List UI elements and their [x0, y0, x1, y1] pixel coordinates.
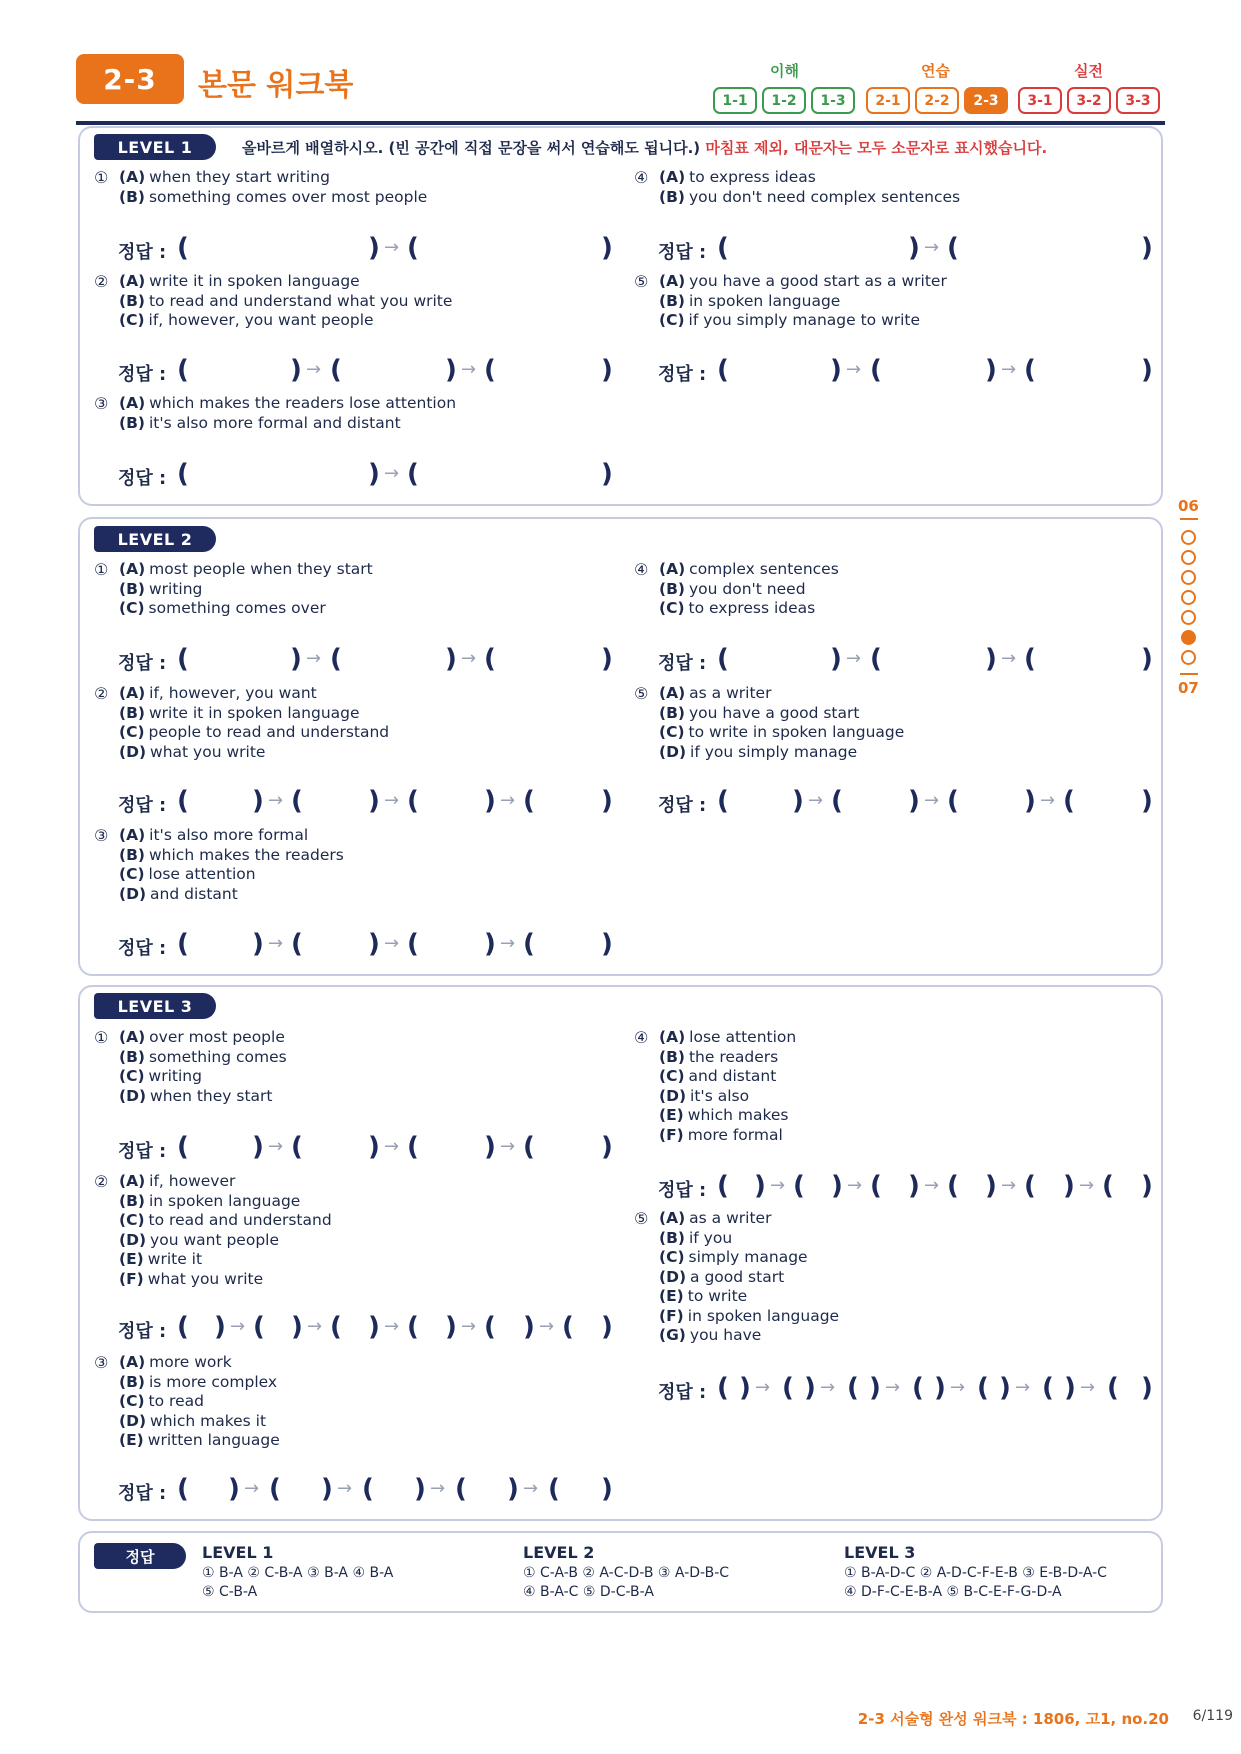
- l2-answer-5[interactable]: 정답 : ( ) → ( ) → ( ) → ( ): [658, 786, 1153, 816]
- stage-tab-1-1[interactable]: 1-1: [713, 87, 757, 114]
- option-e: (E) to write: [659, 1287, 748, 1305]
- l1-question-4: [634, 168, 960, 207]
- side-step-dot-current[interactable]: [1181, 630, 1196, 645]
- option-a: (A) it's also more formal: [119, 826, 309, 844]
- question-number: ②: [94, 684, 109, 703]
- l1-question-5: [634, 272, 947, 331]
- option-e: (E) write it: [119, 1250, 203, 1268]
- answer-key-level3-line1: ① B-A-D-C ② A-D-C-F-E-B ③ E-B-D-A-C: [844, 1565, 1107, 1581]
- stage-tab-2-1[interactable]: 2-1: [866, 87, 910, 114]
- option-d: (D) you want people: [119, 1230, 279, 1249]
- level2-badge: LEVEL 2: [94, 526, 216, 552]
- question-number: ②: [94, 1172, 109, 1191]
- side-page-bottom: 07: [1178, 679, 1199, 697]
- unit-badge: 2-3: [76, 54, 184, 104]
- option-b: (B) the readers: [659, 1047, 779, 1066]
- page-number: 6/119: [1192, 1708, 1233, 1724]
- option-d: (D) when they start: [119, 1086, 273, 1105]
- l2-question-2: [94, 684, 389, 762]
- l2-question-5: [634, 684, 904, 762]
- option-a: (A) over most people: [119, 1028, 285, 1046]
- answer-label: 정답 :: [118, 653, 167, 674]
- answer-label: 정답 :: [118, 1141, 167, 1162]
- answer-label: 정답 :: [118, 242, 167, 263]
- option-d: (D) and distant: [119, 884, 238, 903]
- l3-question-3: [94, 1353, 280, 1451]
- l1-question-3: [94, 394, 456, 433]
- answer-label: 정답 :: [118, 1483, 167, 1504]
- side-page-top: 06: [1178, 497, 1199, 515]
- l3-answer-2[interactable]: 정답 : ( ) → ( ) → ( ) → ( ) → ( ) → ( ): [118, 1312, 613, 1342]
- option-a: (A) when they start writing: [119, 168, 330, 186]
- option-b: (B) to read and understand what you write: [119, 291, 453, 310]
- question-number: ③: [94, 394, 109, 413]
- option-c: (C) lose attention: [119, 865, 256, 883]
- l2-question-1: [94, 560, 373, 619]
- option-b: (B) which makes the readers: [119, 845, 344, 864]
- category-label-practice: 연습: [921, 62, 950, 80]
- level1-instruction: [242, 137, 1047, 158]
- option-b: (B) in spoken language: [119, 1191, 301, 1210]
- l1-answer-1[interactable]: 정답 : ( ) → ( ): [118, 233, 613, 263]
- l3-question-5: [634, 1209, 839, 1346]
- stage-tab-2-2[interactable]: 2-2: [915, 87, 959, 114]
- l1-question-2: [94, 272, 452, 331]
- question-number: ⑤: [634, 272, 649, 291]
- l2-answer-1[interactable]: 정답 : ( ) → ( ) → ( ): [118, 644, 613, 674]
- answer-key-level2-line2: ④ B-A-C ⑤ D-C-B-A: [523, 1584, 654, 1600]
- category-label-understand: 이해: [770, 62, 799, 80]
- option-f: (F) what you write: [119, 1269, 264, 1288]
- option-f: (F) more formal: [659, 1125, 783, 1144]
- footer-title: 2-3 서술형 완성 워크북 : 1806, 고1, no.20: [857, 1710, 1169, 1728]
- answer-label: 정답 :: [118, 364, 167, 385]
- question-number: ①: [94, 560, 109, 579]
- stage-tab-3-3[interactable]: 3-3: [1116, 87, 1160, 114]
- option-c: (C) people to read and understand: [119, 723, 390, 741]
- l1-answer-2[interactable]: 정답 : ( ) → ( ) → ( ): [118, 355, 613, 385]
- option-a: (A) as a writer: [659, 684, 772, 702]
- option-a: (A) write it in spoken language: [119, 272, 360, 290]
- stage-tab-1-3[interactable]: 1-3: [811, 87, 855, 114]
- answer-label: 정답 :: [658, 1382, 707, 1403]
- option-c: (C) and distant: [659, 1067, 777, 1085]
- category-label-real: 실전: [1074, 62, 1103, 80]
- l3-answer-3[interactable]: 정답 : ( ) → ( ) → ( ) → ( ) → ( ): [118, 1474, 613, 1504]
- header-divider: [76, 121, 1165, 125]
- question-number: ⑤: [634, 1209, 649, 1228]
- question-number: ②: [94, 272, 109, 291]
- option-a: (A) if, however, you want: [119, 684, 317, 702]
- question-number: ③: [94, 826, 109, 845]
- question-number: ④: [634, 560, 649, 579]
- question-number: ①: [94, 1028, 109, 1047]
- stage-tab-2-3-active[interactable]: 2-3: [964, 87, 1008, 114]
- option-c: (C) if, however, you want people: [119, 311, 374, 329]
- question-number: ①: [94, 168, 109, 187]
- side-step-dot[interactable]: [1181, 570, 1196, 585]
- l2-question-3: [94, 826, 344, 904]
- option-f: (F) in spoken language: [659, 1306, 840, 1325]
- option-a: (A) lose attention: [659, 1028, 797, 1046]
- question-number: ④: [634, 1028, 649, 1047]
- option-e: (E) which makes: [659, 1106, 789, 1124]
- option-c: (C) writing: [119, 1067, 202, 1085]
- l2-answer-3[interactable]: 정답 : ( ) → ( ) → ( ) → ( ): [118, 929, 613, 959]
- answer-label: 정답 :: [658, 364, 707, 385]
- stage-tab-1-2[interactable]: 1-2: [762, 87, 806, 114]
- l3-question-4: [634, 1028, 796, 1145]
- answer-label: 정답 :: [658, 242, 707, 263]
- option-d: (D) it's also: [659, 1086, 750, 1105]
- option-b: (B) something comes over most people: [119, 187, 428, 206]
- option-a: (A) as a writer: [659, 1209, 772, 1227]
- option-c: (C) to read and understand: [119, 1211, 332, 1229]
- side-step-dot[interactable]: [1181, 590, 1196, 605]
- l3-answer-1[interactable]: 정답 : ( ) → ( ) → ( ) → ( ): [118, 1132, 613, 1162]
- l3-question-1: [94, 1028, 287, 1106]
- answer-key-level1-line1: ① B-A ② C-B-A ③ B-A ④ B-A: [202, 1565, 394, 1581]
- option-c: (C) simply manage: [659, 1248, 808, 1266]
- option-c: (C) to read: [119, 1392, 204, 1410]
- l3-answer-5[interactable]: 정답 : ( ) → ( ) → ( ) → ( ) → ( ) → ( ) → ( ): [658, 1373, 1153, 1403]
- stage-tab-3-2[interactable]: 3-2: [1067, 87, 1111, 114]
- page-title: 본문 워크북: [198, 68, 354, 103]
- answer-label: 정답 :: [658, 795, 707, 816]
- answer-key-level1-line2: ⑤ C-B-A: [202, 1584, 258, 1600]
- l3-answer-4[interactable]: 정답 : ( ) → ( ) → ( ) → ( ) → ( ) → ( ): [658, 1171, 1153, 1201]
- option-b: (B) writing: [119, 579, 203, 598]
- option-a: (A) most people when they start: [119, 560, 373, 578]
- option-b: (B) you don't need complex sentences: [659, 187, 961, 206]
- option-a: (A) to express ideas: [659, 168, 816, 186]
- option-b: (B) is more complex: [119, 1372, 278, 1391]
- stage-tab-3-1[interactable]: 3-1: [1018, 87, 1062, 114]
- option-a: (A) if, however: [119, 1172, 236, 1190]
- answer-label: 정답 :: [118, 938, 167, 959]
- option-d: (D) which makes it: [119, 1411, 267, 1430]
- answer-key-badge: 정답: [94, 1543, 186, 1569]
- l2-answer-2[interactable]: 정답 : ( ) → ( ) → ( ) → ( ): [118, 786, 613, 816]
- answer-label: 정답 :: [118, 795, 167, 816]
- side-step-dot[interactable]: [1181, 550, 1196, 565]
- option-d: (D) a good start: [659, 1267, 785, 1286]
- answer-key-level3-line2: ④ D-F-C-E-B-A ⑤ B-C-E-F-G-D-A: [844, 1584, 1062, 1600]
- level1-badge: LEVEL 1: [94, 134, 216, 160]
- side-step-dot[interactable]: [1181, 610, 1196, 625]
- l3-question-2: [94, 1172, 332, 1289]
- l1-question-1: [94, 168, 427, 207]
- side-step-dot[interactable]: [1181, 650, 1196, 665]
- option-g: (G) you have: [659, 1326, 762, 1344]
- option-a: (A) complex sentences: [659, 560, 839, 578]
- answer-label: 정답 :: [658, 653, 707, 674]
- option-b: (B) in spoken language: [659, 291, 841, 310]
- answer-key-level2-title: LEVEL 2: [523, 1543, 595, 1562]
- l1-answer-4[interactable]: 정답 : ( ) → ( ): [658, 233, 1153, 263]
- option-b: (B) something comes: [119, 1047, 287, 1066]
- answer-label: 정답 :: [118, 468, 167, 489]
- option-d: (D) if you simply manage: [659, 742, 858, 761]
- question-number: ③: [94, 1353, 109, 1372]
- option-b: (B) it's also more formal and distant: [119, 413, 401, 432]
- answer-key-level3-title: LEVEL 3: [844, 1543, 916, 1562]
- side-divider-top: [1180, 518, 1198, 520]
- side-step-dot[interactable]: [1181, 530, 1196, 545]
- option-d: (D) what you write: [119, 742, 266, 761]
- question-number: ⑤: [634, 684, 649, 703]
- instruction-text: 올바르게 배열하시오. (빈 공간에 직접 문장을 써서 연습해도 됩니다.): [242, 139, 701, 157]
- l1-answer-5[interactable]: 정답 : ( ) → ( ) → ( ): [658, 355, 1153, 385]
- answer-key-level1-title: LEVEL 1: [202, 1543, 274, 1562]
- instruction-note: 마침표 제외, 대문자는 모두 소문자로 표시했습니다.: [705, 139, 1048, 157]
- option-b: (B) you don't need: [659, 579, 806, 598]
- l2-question-4: [634, 560, 839, 619]
- option-b: (B) you have a good start: [659, 703, 860, 722]
- option-a: (A) which makes the readers lose attention: [119, 394, 457, 412]
- side-divider-bottom: [1180, 673, 1198, 675]
- question-number: ④: [634, 168, 649, 187]
- option-b: (B) write it in spoken language: [119, 703, 360, 722]
- l1-answer-3[interactable]: 정답 : ( ) → ( ): [118, 459, 613, 489]
- level3-badge: LEVEL 3: [94, 993, 216, 1019]
- option-c: (C) if you simply manage to write: [659, 311, 921, 329]
- option-b: (B) if you: [659, 1228, 733, 1247]
- l2-answer-4[interactable]: 정답 : ( ) → ( ) → ( ): [658, 644, 1153, 674]
- answer-label: 정답 :: [658, 1180, 707, 1201]
- answer-label: 정답 :: [118, 1321, 167, 1342]
- option-a: (A) you have a good start as a writer: [659, 272, 947, 290]
- option-c: (C) to express ideas: [659, 599, 816, 617]
- answer-key-level2-line1: ① C-A-B ② A-C-D-B ③ A-D-B-C: [523, 1565, 730, 1581]
- option-a: (A) more work: [119, 1353, 232, 1371]
- option-c: (C) to write in spoken language: [659, 723, 905, 741]
- option-c: (C) something comes over: [119, 599, 326, 617]
- option-e: (E) written language: [119, 1431, 280, 1449]
